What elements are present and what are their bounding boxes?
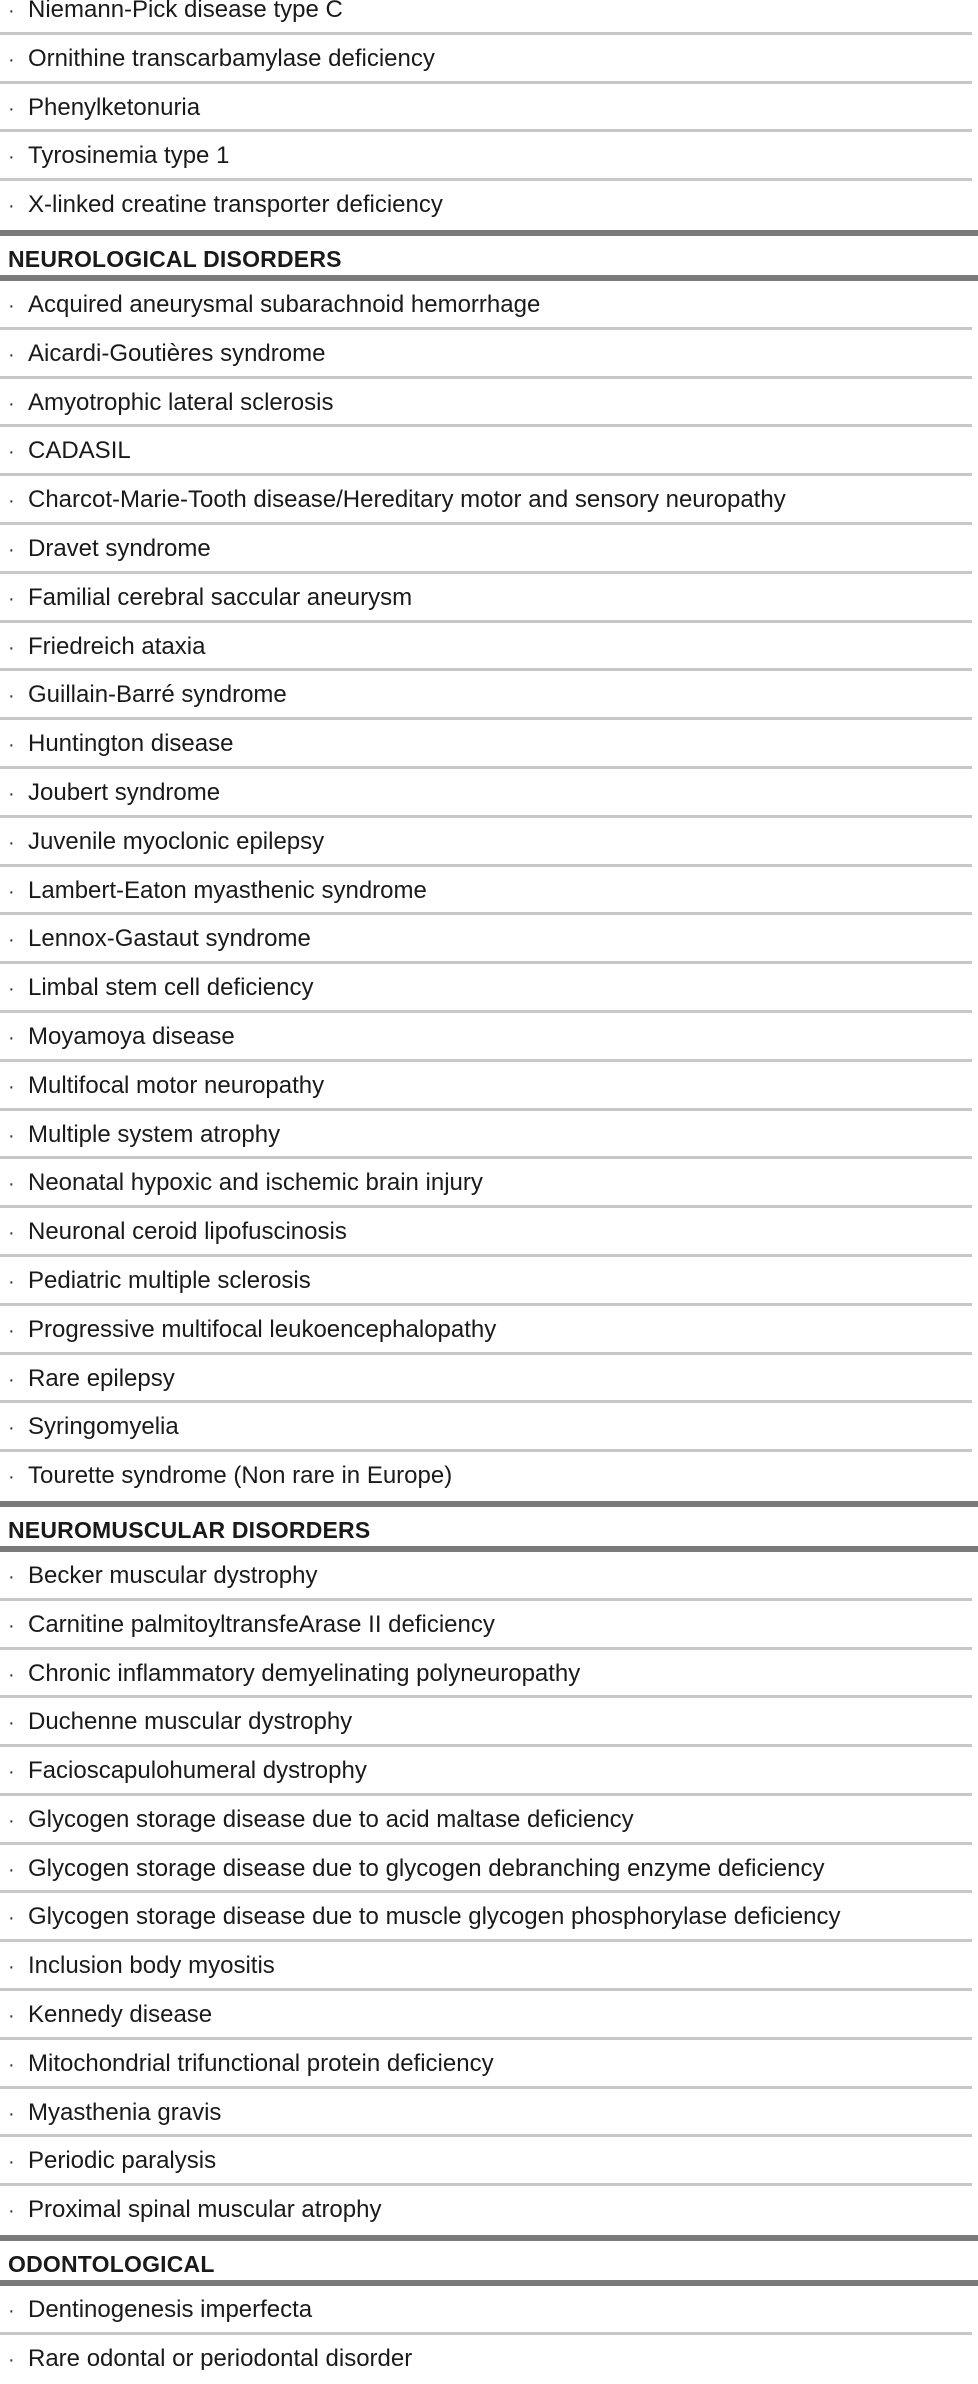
list-item-label: Joubert syndrome xyxy=(28,778,221,806)
list-item xyxy=(0,1062,972,1111)
bullet-icon: · xyxy=(8,1663,15,1686)
list-item-label: Chronic inflammatory demyelinating polyneuropathy xyxy=(28,1659,581,1687)
bullet-icon: · xyxy=(8,146,15,169)
list-item-label: Myasthenia gravis xyxy=(28,2098,222,2126)
bullet-icon: · xyxy=(8,636,15,659)
list-item-label: Aicardi-Goutières syndrome xyxy=(28,339,326,367)
bullet-icon: · xyxy=(8,1222,15,1245)
list-item-label: Phenylketonuria xyxy=(28,93,201,121)
bullet-icon: · xyxy=(8,782,15,805)
list-item-label: Dentinogenesis imperfecta xyxy=(28,2296,313,2324)
list-item xyxy=(0,1306,972,1355)
list-item xyxy=(0,964,972,1013)
bullet-icon: · xyxy=(8,929,15,952)
list-item-label: Inclusion body myositis xyxy=(28,1952,275,1980)
list-item xyxy=(0,671,972,720)
list-item xyxy=(0,1552,972,1601)
list-item xyxy=(0,1403,972,1452)
list-item-label: Syringomyelia xyxy=(28,1413,179,1441)
list-item-label: Pediatric multiple sclerosis xyxy=(28,1266,311,1294)
bullet-icon: · xyxy=(8,1956,15,1979)
list-item-label: Acquired aneurysmal subarachnoid hemorrhage xyxy=(28,290,541,318)
bullet-icon: · xyxy=(8,2348,15,2370)
list-item xyxy=(0,1942,972,1991)
list-item-label: Charcot-Marie-Tooth disease/Hereditary motor and sensory neuropathy xyxy=(28,486,786,514)
list-item xyxy=(0,915,972,964)
bullet-icon: · xyxy=(8,1075,15,1098)
bullet-icon: · xyxy=(8,2151,15,2174)
bullet-icon: · xyxy=(8,2300,15,2323)
list-item-label: Glycogen storage disease due to muscle glycogen phosphorylase deficiency xyxy=(28,1903,841,1931)
list-item-label: Becker muscular dystrophy xyxy=(28,1561,318,1589)
list-item xyxy=(0,1845,972,1894)
list-item-label: Duchenne muscular dystrophy xyxy=(28,1708,353,1736)
bullet-icon: · xyxy=(8,0,15,22)
bullet-icon: · xyxy=(8,48,15,71)
list-item xyxy=(0,1991,972,2040)
list-item-label: Glycogen storage disease due to acid maltase deficiency xyxy=(28,1805,634,1833)
list-item xyxy=(0,1747,972,1796)
list-item xyxy=(0,1796,972,1845)
list-item xyxy=(0,181,972,230)
bullet-icon: · xyxy=(8,490,15,513)
list-item-label: Niemann-Pick disease type C xyxy=(28,0,343,23)
bullet-icon: · xyxy=(8,2102,15,2125)
list-item xyxy=(0,1208,972,1257)
list-item xyxy=(0,1111,972,1160)
section-header: NEUROLOGICAL DISORDERS xyxy=(0,230,978,281)
list-item-label: Moyamoya disease xyxy=(28,1022,235,1050)
list-item xyxy=(0,1601,972,1650)
bullet-icon: · xyxy=(8,1761,15,1784)
list-item xyxy=(0,1013,972,1062)
list-item xyxy=(0,35,972,84)
list-item xyxy=(0,1355,972,1404)
section-header: NEUROMUSCULAR DISORDERS xyxy=(0,1501,978,1552)
list-item-label: Multiple system atrophy xyxy=(28,1120,281,1148)
list-item xyxy=(0,2040,972,2089)
bullet-icon: · xyxy=(8,880,15,903)
bullet-icon: · xyxy=(8,1712,15,1735)
list-item xyxy=(0,574,972,623)
list-item xyxy=(0,379,972,428)
list-item-label: Multifocal motor neuropathy xyxy=(28,1071,325,1099)
list-item-label: Rare epilepsy xyxy=(28,1364,175,1392)
list-item xyxy=(0,2089,972,2138)
list-item-label: Tourette syndrome (Non rare in Europe) xyxy=(28,1462,453,1490)
bullet-icon: · xyxy=(8,831,15,854)
list-item xyxy=(0,769,972,818)
bullet-icon: · xyxy=(8,1417,15,1440)
list-item-label: Huntington disease xyxy=(28,730,234,758)
bullet-icon: · xyxy=(8,978,15,1001)
list-item xyxy=(0,1159,972,1208)
list-item-label: X-linked creatine transporter deficiency xyxy=(28,191,443,219)
list-item xyxy=(0,2335,972,2370)
list-item-label: CADASIL xyxy=(28,437,131,465)
bullet-icon: · xyxy=(8,587,15,610)
list-item-label: Proximal spinal muscular atrophy xyxy=(28,2196,382,2224)
bullet-icon: · xyxy=(8,195,15,218)
list-item xyxy=(0,427,972,476)
bullet-icon: · xyxy=(8,2005,15,2028)
bullet-icon: · xyxy=(8,2200,15,2223)
bullet-icon: · xyxy=(8,1368,15,1391)
bullet-icon: · xyxy=(8,441,15,464)
list-item-label: Lennox-Gastaut syndrome xyxy=(28,925,311,953)
bullet-icon: · xyxy=(8,97,15,120)
list-item-label: Ornithine transcarbamylase deficiency xyxy=(28,44,435,72)
bullet-icon: · xyxy=(8,538,15,561)
bullet-icon: · xyxy=(8,1124,15,1147)
list-item xyxy=(0,281,972,330)
list-item xyxy=(0,525,972,574)
bullet-icon: · xyxy=(8,1858,15,1881)
list-item-label: Juvenile myoclonic epilepsy xyxy=(28,827,325,855)
list-item-label: Neonatal hypoxic and ischemic brain injury xyxy=(28,1169,483,1197)
list-item xyxy=(0,1698,972,1747)
bullet-icon: · xyxy=(8,1614,15,1637)
list-item-label: Neuronal ceroid lipofuscinosis xyxy=(28,1218,347,1246)
list-item xyxy=(0,476,972,525)
bullet-icon: · xyxy=(8,343,15,366)
list-item-label: Carnitine palmitoyltransfeArase II deficiency xyxy=(28,1610,495,1638)
bullet-icon: · xyxy=(8,1319,15,1342)
list-item-label: Glycogen storage disease due to glycogen debranching enzyme deficiency xyxy=(28,1854,825,1882)
list-item xyxy=(0,1452,972,1501)
bullet-icon: · xyxy=(8,1565,15,1588)
list-item xyxy=(0,1650,972,1699)
list-item-label: Facioscapulohumeral dystrophy xyxy=(28,1757,367,1785)
bullet-icon: · xyxy=(8,1173,15,1196)
bullet-icon: · xyxy=(8,1026,15,1049)
list-item-label: Dravet syndrome xyxy=(28,534,211,562)
bullet-icon: · xyxy=(8,2053,15,2076)
bullet-icon: · xyxy=(8,685,15,708)
list-item xyxy=(0,867,972,916)
list-item xyxy=(0,2186,972,2235)
list-item-label: Mitochondrial trifunctional protein deficiency xyxy=(28,2049,494,2077)
list-item-label: Familial cerebral saccular aneurysm xyxy=(28,583,413,611)
bullet-icon: · xyxy=(8,1270,15,1293)
list-item-label: Lambert-Eaton myasthenic syndrome xyxy=(28,876,427,904)
list-item xyxy=(0,1893,972,1942)
list-item-label: Tyrosinemia type 1 xyxy=(28,142,230,170)
bullet-icon: · xyxy=(8,1809,15,1832)
list-item-label: Periodic paralysis xyxy=(28,2147,217,2175)
list-item-label: Limbal stem cell deficiency xyxy=(28,974,314,1002)
list-item xyxy=(0,720,972,769)
list-item-label: Kennedy disease xyxy=(28,2001,213,2029)
list-item xyxy=(0,2286,972,2335)
list-item xyxy=(0,2137,972,2186)
list-item-label: Amyotrophic lateral sclerosis xyxy=(28,388,334,416)
list-item xyxy=(0,0,972,35)
bullet-icon: · xyxy=(8,1466,15,1489)
list-item xyxy=(0,132,972,181)
list-item xyxy=(0,623,972,672)
list-item-label: Progressive multifocal leukoencephalopathy xyxy=(28,1315,497,1343)
list-item-label: Rare odontal or periodontal disorder xyxy=(28,2344,413,2370)
list-item xyxy=(0,818,972,867)
list-item-label: Guillain-Barré syndrome xyxy=(28,681,287,709)
list-item xyxy=(0,330,972,379)
bullet-icon: · xyxy=(8,734,15,757)
list-item-label: Friedreich ataxia xyxy=(28,632,206,660)
list-item xyxy=(0,1257,972,1306)
bullet-icon: · xyxy=(8,294,15,317)
bullet-icon: · xyxy=(8,1907,15,1930)
list-item xyxy=(0,84,972,133)
bullet-icon: · xyxy=(8,392,15,415)
section-header: ODONTOLOGICAL xyxy=(0,2235,978,2286)
